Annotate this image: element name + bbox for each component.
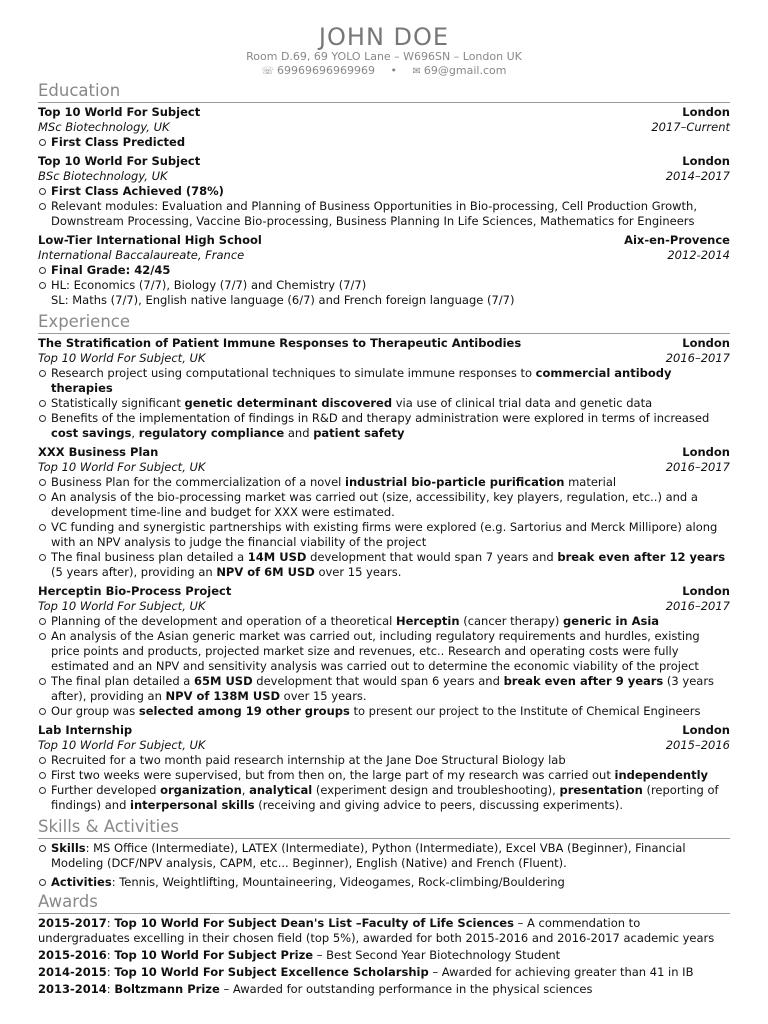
award-item: 2015-2016: Top 10 World For Subject Prize – Best Second Year Biotechnology Student	[38, 948, 561, 962]
location: Aix-en-Provence	[624, 233, 730, 247]
project-title: Lab Internship	[38, 723, 133, 737]
bullet-list	[38, 263, 730, 308]
bullet-list	[38, 475, 730, 580]
experience-entry	[38, 336, 730, 441]
list-item: Business Plan for the commercialization of a novel industrial bio-particle purification material	[38, 475, 730, 490]
list-item: Final Grade: 42/45	[38, 263, 730, 278]
location: London	[682, 154, 730, 168]
education-entry	[38, 105, 730, 150]
separator-dot: •	[390, 64, 398, 77]
contact-line	[38, 64, 730, 79]
section-title: Experience	[38, 312, 730, 334]
list-item: An analysis of the bio-processing market was carried out (size, accessibility, key players, regulation, etc..) and a development time-line and budget for XXX were estimated.	[38, 490, 730, 520]
organization: Top 10 World For Subject, UK	[38, 738, 206, 752]
list-item: The final business plan detailed a 14M USD development that would span 7 years and break even after 12 years (5 years after), providing an NPV of 6M USD over 15 years.	[38, 550, 730, 580]
project-title: XXX Business Plan	[38, 445, 159, 459]
applicant-name: JOHN DOE	[318, 23, 450, 51]
bullet-list	[38, 366, 730, 441]
list-item: Our group was selected among 19 other groups to present our project to the Institute of Chemical Engineers	[38, 704, 730, 719]
location: London	[682, 336, 730, 350]
list-item: Skills: MS Office (Intermediate), LATEX (Intermediate), Python (Intermediate), Excel VBA (Beginner), Financial Modeling (DCF/NPV analysis, CAPM, etc... Beginner), English (Native) and French (Fluent).	[38, 841, 730, 871]
mail-icon: ✉	[412, 66, 421, 77]
education-section	[38, 81, 730, 308]
project-title: Herceptin Bio-Process Project	[38, 584, 232, 598]
bullet-list	[38, 614, 730, 719]
list-item: Research project using computational techniques to simulate immune responses to commercial antibody therapies	[38, 366, 730, 396]
list-item: Further developed organization, analytical (experiment design and troubleshooting), presentation (reporting of findings) and interpersonal skills (receiving and giving advice to peers, discussing experiments).	[38, 783, 730, 813]
experience-section	[38, 312, 730, 813]
degree: MSc Biotechnology, UK	[38, 120, 170, 134]
location: London	[682, 445, 730, 459]
skills-section	[38, 817, 730, 890]
date-range: 2014–2017	[665, 169, 730, 183]
date-range: 2016–2017	[665, 351, 730, 365]
experience-entry	[38, 584, 730, 719]
date-range: 2016–2017	[665, 460, 730, 474]
section-title: Awards	[38, 892, 730, 914]
awards-section	[38, 892, 730, 997]
list-item: Benefits of the implementation of findings in R&D and therapy administration were explored in terms of increased cost savings, regulatory compliance and patient safety	[38, 411, 730, 441]
list-item: First Class Predicted	[38, 135, 730, 150]
location: London	[682, 584, 730, 598]
bullet-list	[38, 184, 730, 229]
date-range: 2015–2016	[665, 738, 730, 752]
organization: Top 10 World For Subject, UK	[38, 599, 206, 613]
phone-number: 69969696969969	[277, 64, 376, 77]
bullet-list	[38, 135, 730, 150]
resume-page	[38, 0, 730, 999]
bullet-list	[38, 753, 730, 813]
section-title: Skills & Activities	[38, 817, 730, 839]
education-entry	[38, 233, 730, 308]
award-item: 2014-2015: Top 10 World For Subject Excellence Scholarship – Awarded for achieving greater than 41 in IB	[38, 965, 694, 979]
location: London	[682, 723, 730, 737]
list-item: Recruited for a two month paid research internship at the Jane Doe Structural Biology lab	[38, 753, 730, 768]
list-item: Relevant modules: Evaluation and Planning of Business Opportunities in Bio-processing, Cell Production Growth, Downstream Processing, Vaccine Bio-processing, Business Planning In Life Sciences, Mathematics for Engineers	[38, 199, 730, 229]
degree: BSc Biotechnology, UK	[38, 169, 168, 183]
list-item: First two weeks were supervised, but from then on, the large part of my research was carried out independently	[38, 768, 730, 783]
phone-icon: ☏	[261, 66, 275, 77]
list-item: Statistically significant genetic determinant discovered via use of clinical trial data and genetic data	[38, 396, 730, 411]
list-item: VC funding and synergistic partnerships with existing firms were explored (e.g. Sartorius and Merck Millipore) along with an NPV analysis to judge the financial viability of the project	[38, 520, 730, 550]
list-item: HL: Economics (7/7), Biology (7/7) and Chemistry (7/7) SL: Maths (7/7), English native language (6/7) and French foreign language (7/7)	[38, 278, 730, 308]
institution: Top 10 World For Subject	[38, 105, 201, 119]
experience-entry	[38, 445, 730, 580]
organization: Top 10 World For Subject, UK	[38, 351, 206, 365]
list-item: An analysis of the Asian generic market was carried out, including regulatory requirements and hurdles, existing price points and products, projected market size and revenues, etc.. Research and operating costs were fully estimated and an NPV and sensitivity analysis was carried out to determine the economic viability of the project	[38, 629, 730, 674]
experience-entry	[38, 723, 730, 813]
date-range: 2017–Current	[651, 120, 730, 134]
list-item: First Class Achieved (78%)	[38, 184, 730, 199]
list-item: Activities: Tennis, Weightlifting, Mountaineering, Videogames, Rock-climbing/Bouldering	[38, 875, 730, 890]
date-range: 2012-2014	[667, 248, 730, 262]
list-item: Planning of the development and operation of a theoretical Herceptin (cancer therapy) generic in Asia	[38, 614, 730, 629]
address: Room D.69, 69 YOLO Lane – W696SN – London UK	[246, 50, 522, 63]
project-title: The Stratification of Patient Immune Responses to Therapeutic Antibodies	[38, 336, 522, 350]
date-range: 2016–2017	[665, 599, 730, 613]
institution: Low-Tier International High School	[38, 233, 262, 247]
award-item: 2015-2017: Top 10 World For Subject Dean's List –Faculty of Life Sciences – A commendation to undergraduates excelling in their chosen field (top 5%), awarded for both 2015-2016 and 2016-2017 academic years	[38, 916, 715, 945]
section-title: Education	[38, 81, 730, 103]
award-item: 2013-2014: Boltzmann Prize – Awarded for outstanding performance in the physical sciences	[38, 982, 593, 996]
list-item: The final plan detailed a 65M USD development that would span 6 years and break even after 9 years (3 years after), providing an NPV of 138M USD over 15 years.	[38, 674, 730, 704]
organization: Top 10 World For Subject, UK	[38, 460, 206, 474]
location: London	[682, 105, 730, 119]
institution: Top 10 World For Subject	[38, 154, 201, 168]
degree: International Baccalaureate, France	[38, 248, 245, 262]
email-address[interactable]: 69@gmail.com	[423, 64, 507, 77]
bullet-list	[38, 841, 730, 890]
education-entry	[38, 154, 730, 229]
